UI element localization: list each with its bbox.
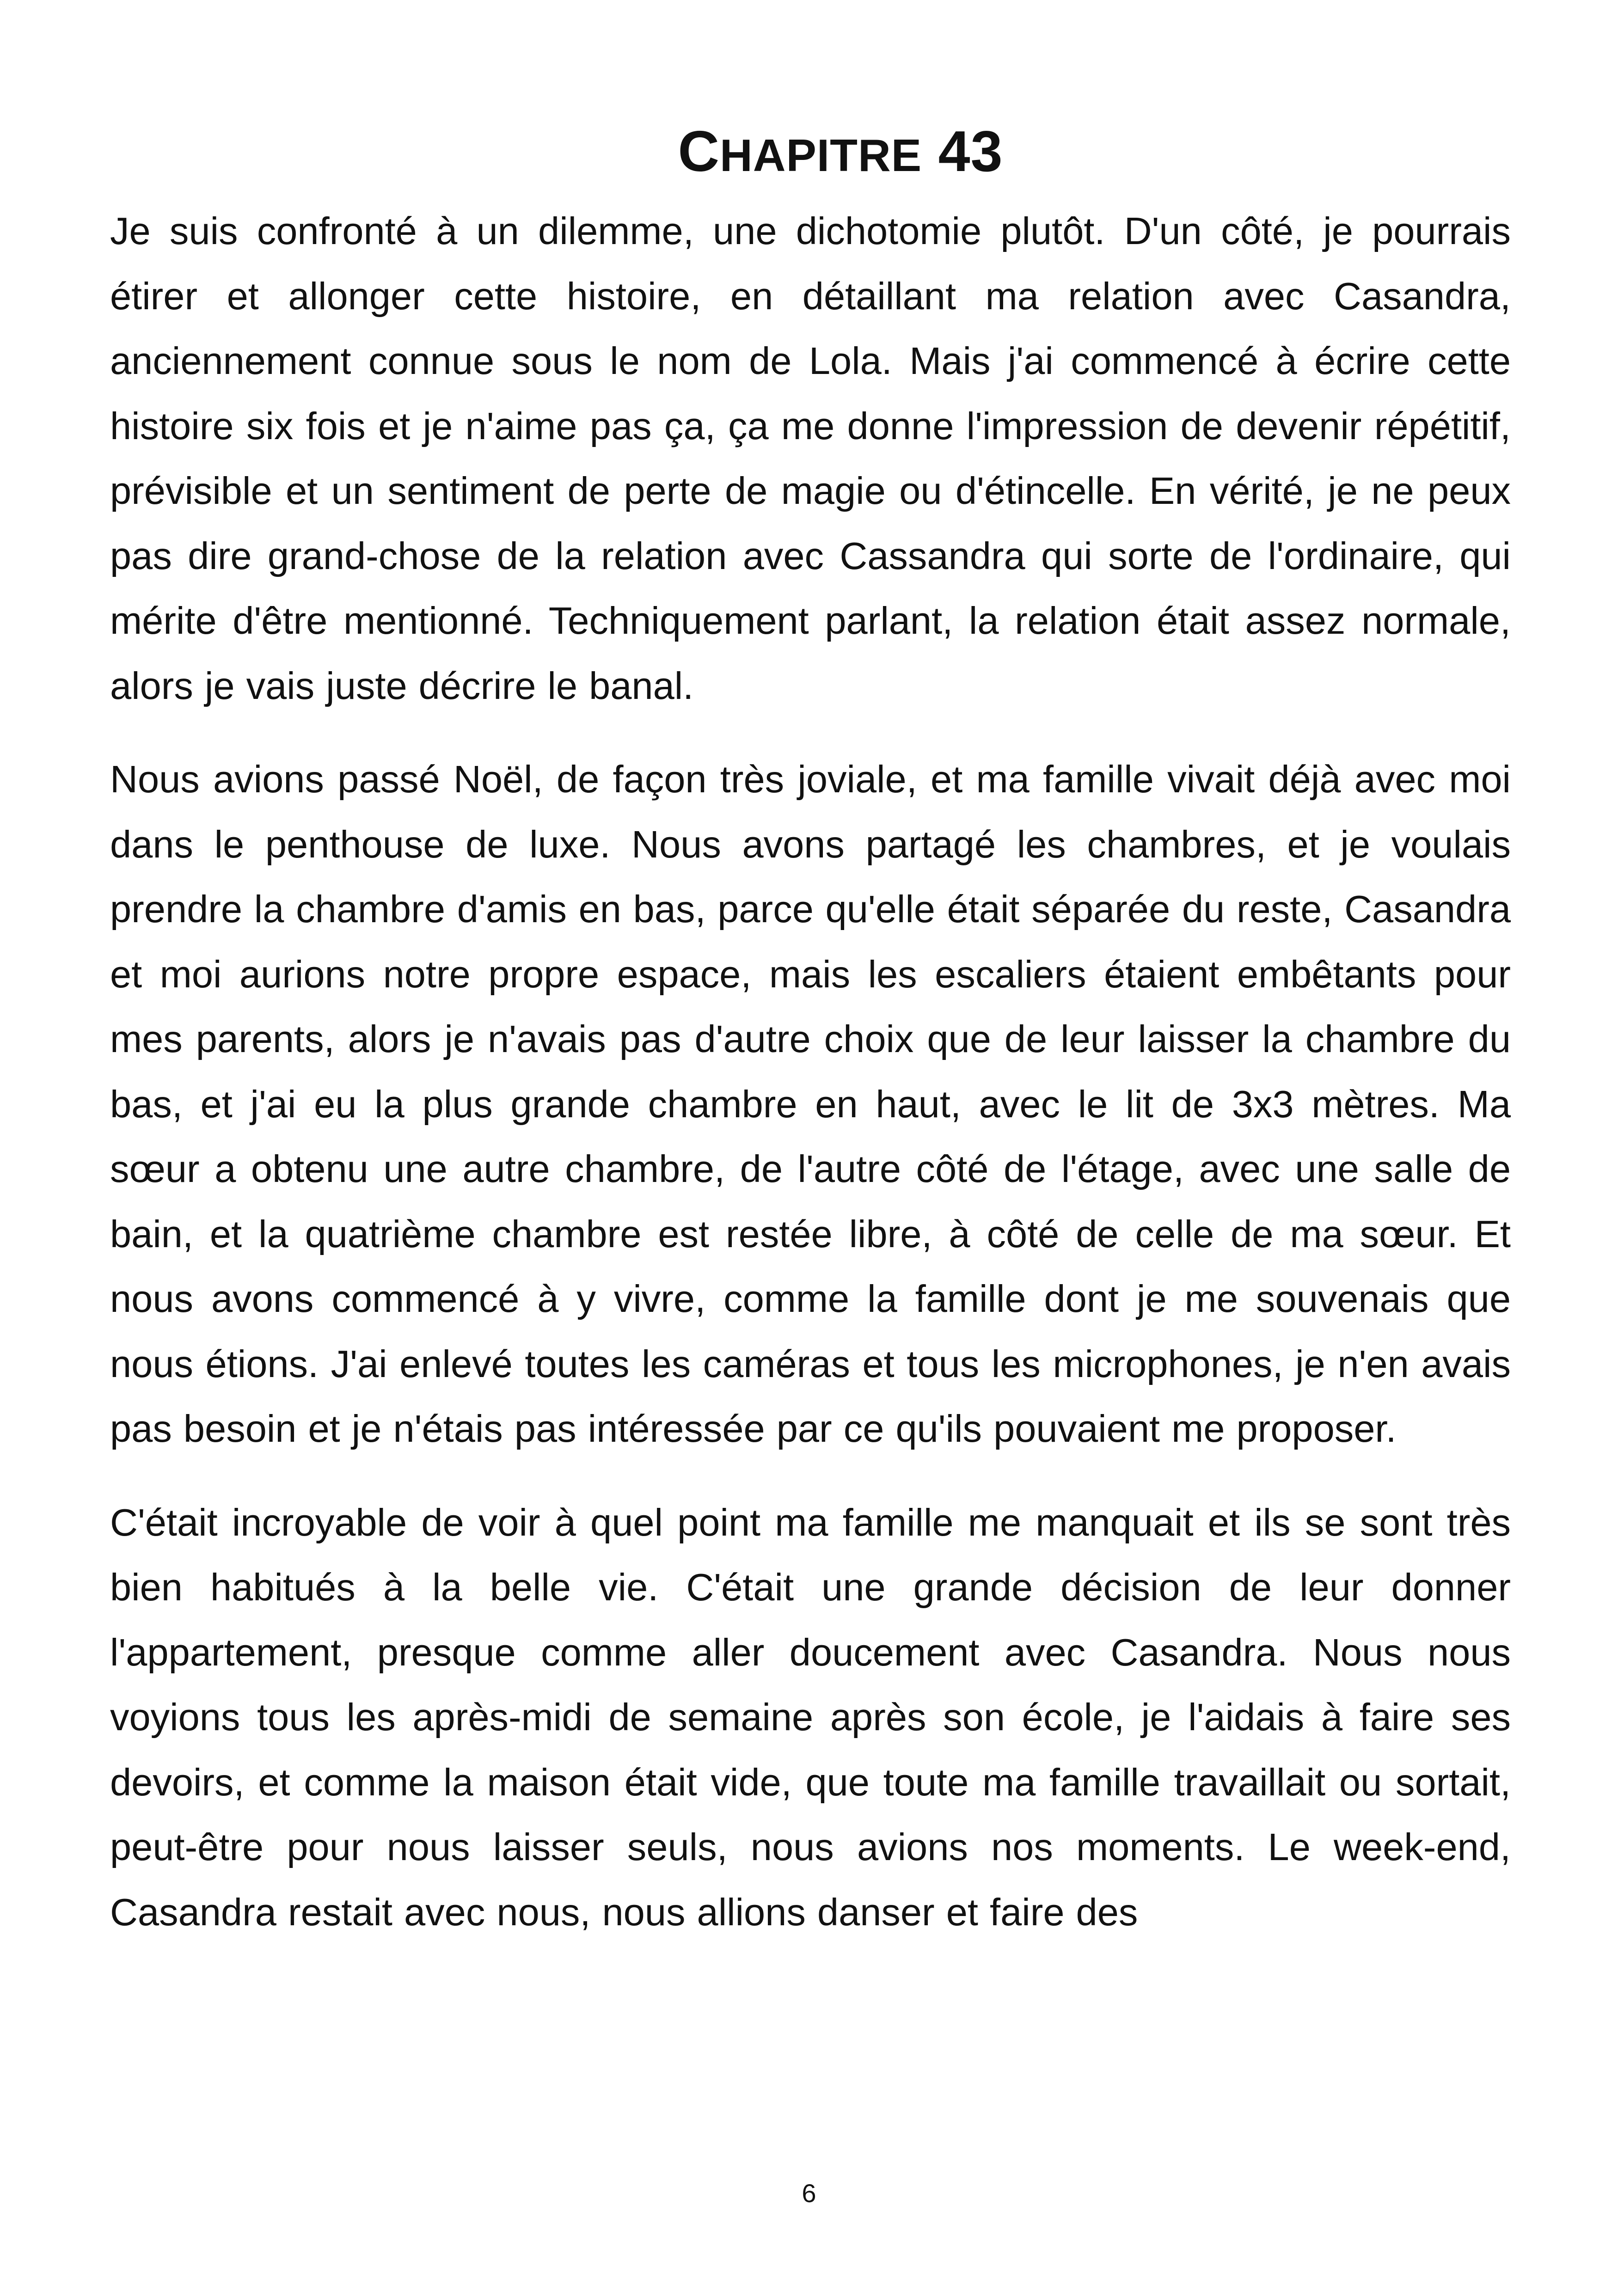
chapter-body — [110, 199, 1511, 1973]
chapter-title-initial: C — [678, 120, 720, 184]
chapter-title — [0, 117, 1618, 190]
chapter-title-word: HAPITRE — [720, 130, 922, 181]
paragraph-2: Nous avions passé Noël, de façon très joviale, et ma famille vivait déjà avec moi dans le penthouse de luxe. Nous avons partagé les chambres, et je voulais prendre la chambre d'amis en bas, parce qu'elle était séparée du reste, Casandra et moi aurions notre propre espace, mais les escaliers étaient embêtants pour mes parents, alors je n'avais pas d'autre choix que de leur laisser la chambre du bas, et j'ai eu la plus grande chambre en haut, avec le lit de 3x3 mètres. Ma sœur a obtenu une autre chambre, de l'autre côté de l'étage, avec une salle de bain, et la quatrième chambre est restée libre, à côté de celle de ma sœur. Et nous avons commencé à y vivre, comme la famille dont je me souvenais que nous étions. J'ai enlevé toutes les caméras et tous les microphones, je n'en avais pas besoin et je n'étais pas intéressée par ce qu'ils pouvaient me proposer. — [110, 758, 1511, 1450]
page-number: 6 — [802, 2179, 816, 2208]
chapter-number: 43 — [938, 120, 1003, 184]
paragraph-3: C'était incroyable de voir à quel point ma famille me manquait et ils se sont très bien habitués à la belle vie. C'était une grande décision de leur donner l'appartement, presque comme aller doucement avec Casandra. Nous nous voyions tous les après-midi de semaine après son école, je l'aidais à faire ses devoirs, et comme la maison était vide, que toute ma famille travaillait ou sortait, peut-être pour nous laisser seuls, nous avions nos moments. Le week-end, Casandra restait avec nous, nous allions danser et faire des — [110, 1500, 1511, 1934]
paragraph-1: Je suis confronté à un dilemme, une dichotomie plutôt. D'un côté, je pourrais étirer et allonger cette histoire, en détaillant ma relation avec Casandra, anciennement connue sous le nom de Lola. Mais j'ai commencé à écrire cette histoire six fois et je n'aime pas ça, ça me donne l'impression de devenir répétitif, prévisible et un sentiment de perte de magie ou d'étincelle. En vérité, je ne peux pas dire grand-chose de la relation avec Cassandra qui sorte de l'ordinaire, qui mérite d'être mentionné. Techniquement parlant, la relation était assez normale, alors je vais juste décrire le banal. — [110, 209, 1511, 707]
